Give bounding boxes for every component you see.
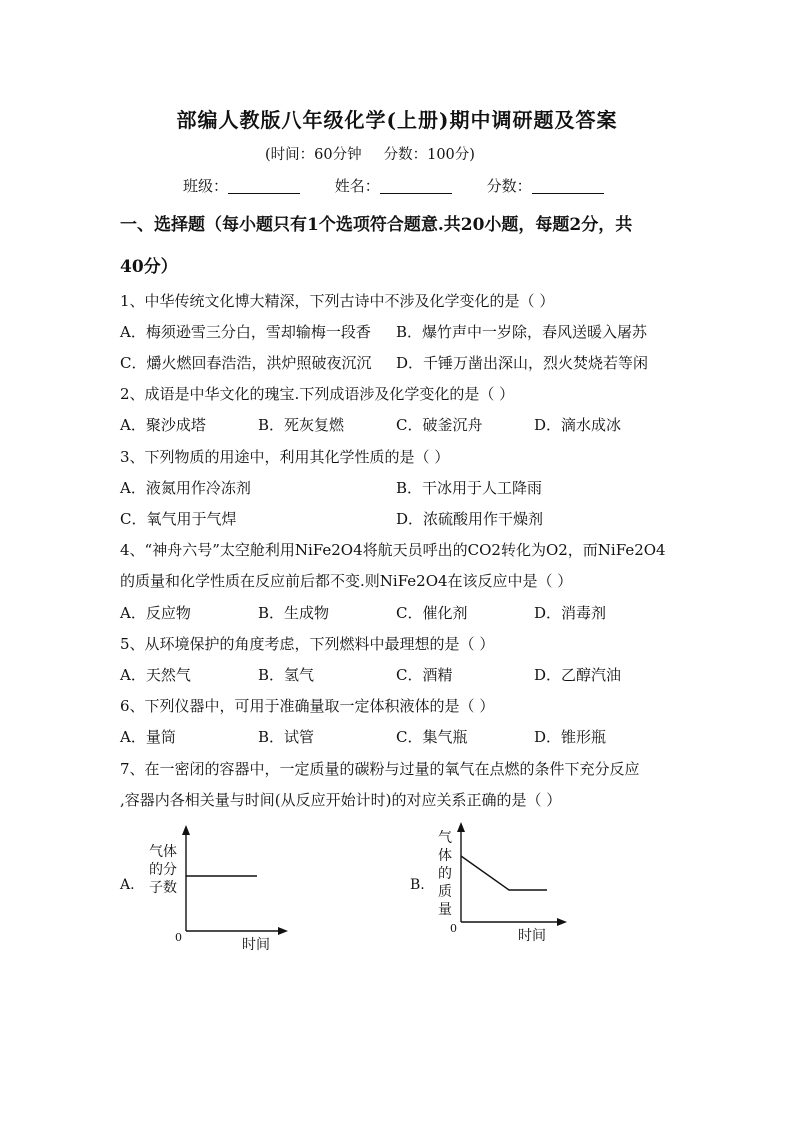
q5-option-b[interactable]: B．氢气: [258, 666, 315, 684]
q2-option-a[interactable]: A．聚沙成塔: [120, 416, 206, 434]
name-label: 姓名：: [334, 177, 380, 195]
graph-b-ylabel-3: 的: [438, 866, 452, 882]
question-7-stem-cont: ,容器内各相关量与时间(从反应开始计时)的对应关系正确的是（ ）: [120, 791, 562, 809]
graph-a-x-arrow: [278, 927, 288, 935]
q2-option-d[interactable]: D．滴水成冰: [534, 416, 622, 434]
question-2-stem: 2、成语是中华文化的瑰宝.下列成语涉及化学变化的是（ ）: [120, 385, 515, 403]
q6-option-a[interactable]: A．量筒: [120, 728, 176, 746]
exam-time: (时间：60分钟: [265, 147, 362, 163]
graph-b-curve: [461, 856, 547, 890]
class-blank[interactable]: [228, 177, 300, 194]
graph-a-xlabel: 时间: [242, 937, 270, 953]
graph-a-origin: 0: [175, 931, 182, 944]
graph-a-ylabel-3: 子数: [149, 880, 177, 896]
q5-option-a[interactable]: A．天然气: [120, 666, 191, 684]
graph-b-ylabel-1: 气: [438, 830, 452, 846]
q1-option-c[interactable]: C．爝火燃回春浩浩，洪炉照破夜沉沉: [120, 354, 372, 372]
q3-option-d[interactable]: D．浓硫酸用作干燥剂: [396, 510, 544, 528]
graph-a-plot: [180, 825, 290, 940]
graph-b-ylabel-2: 体: [438, 848, 452, 864]
q3-option-a[interactable]: A．液氮用作冷冻剂: [120, 479, 251, 497]
q3-option-c[interactable]: C．氧气用于气焊: [120, 510, 237, 528]
q6-option-b[interactable]: B．试管: [258, 728, 315, 746]
question-4-stem-cont: 的质量和化学性质在反应前后都不变.则NiFe2O4在该反应中是（ ）: [120, 572, 573, 590]
question-3-stem: 3、下列物质的用途中，利用其化学性质的是（ ）: [120, 448, 450, 466]
section-heading-line1: 一、选择题（每小题只有1个选项符合题意.共20小题，每题2分，共: [120, 215, 633, 235]
graph-b-xlabel: 时间: [518, 928, 546, 944]
page-title: 部编人教版八年级化学(上册)期中调研题及答案: [176, 108, 618, 132]
q4-option-b[interactable]: B．生成物: [258, 604, 330, 622]
q4-option-c[interactable]: C．催化剂: [396, 604, 468, 622]
graph-a-ylabel-2: 的分: [149, 862, 177, 878]
q2-option-c[interactable]: C．破釜沉舟: [396, 416, 483, 434]
q1-option-b[interactable]: B．爆竹声中一岁除，春风送暖入屠苏: [396, 323, 648, 341]
q3-option-b[interactable]: B．干冰用于人工降雨: [396, 479, 543, 497]
q5-option-c[interactable]: C．酒精: [396, 666, 453, 684]
section-heading-line2: 40分）: [120, 257, 178, 277]
q4-option-a[interactable]: A．反应物: [120, 604, 191, 622]
graph-b-plot: [455, 822, 570, 932]
question-6-stem: 6、下列仪器中，可用于准确量取一定体积液体的是（ ）: [120, 697, 495, 715]
question-7-stem: 7、在一密闭的容器中，一定质量的碳粉与过量的氧气在点燃的条件下充分反应: [120, 760, 640, 778]
graph-b-x-arrow: [557, 918, 567, 926]
q5-option-d[interactable]: D．乙醇汽油: [534, 666, 622, 684]
question-4-stem: 4、“神舟六号”太空舱利用NiFe2O4将航天员呼出的CO2转化为O2，而NiFe2O4: [120, 541, 666, 559]
class-label: 班级：: [183, 177, 229, 195]
q4-option-d[interactable]: D．消毒剂: [534, 604, 607, 622]
graph-b-ylabel-5: 量: [438, 902, 452, 918]
question-5-stem: 5、从环境保护的角度考虑，下列燃料中最理想的是（ ）: [120, 635, 495, 653]
score-label: 分数：: [486, 177, 532, 195]
q7-option-a[interactable]: A.: [120, 877, 135, 893]
exam-total-score: 分数：100分): [383, 147, 475, 163]
q1-option-a[interactable]: A．梅须逊雪三分白，雪却输梅一段香: [120, 323, 371, 341]
student-info: [183, 175, 634, 196]
name-blank[interactable]: [380, 177, 452, 194]
q2-option-b[interactable]: B．死灰复燃: [258, 416, 345, 434]
q1-option-d[interactable]: D．千锤万凿出深山，烈火焚烧若等闲: [396, 354, 649, 372]
graph-a-ylabel-1: 气体: [149, 844, 177, 860]
question-1-stem: 1、中华传统文化博大精深，下列古诗中不涉及化学变化的是（ ）: [120, 292, 555, 310]
exam-meta: [265, 143, 497, 164]
score-blank[interactable]: [532, 177, 604, 194]
graph-b-origin: 0: [450, 922, 457, 935]
q7-option-b[interactable]: B.: [410, 877, 425, 893]
q6-option-d[interactable]: D．锥形瓶: [534, 728, 607, 746]
q6-option-c[interactable]: C．集气瓶: [396, 728, 468, 746]
graph-b-ylabel-4: 质: [438, 884, 452, 900]
